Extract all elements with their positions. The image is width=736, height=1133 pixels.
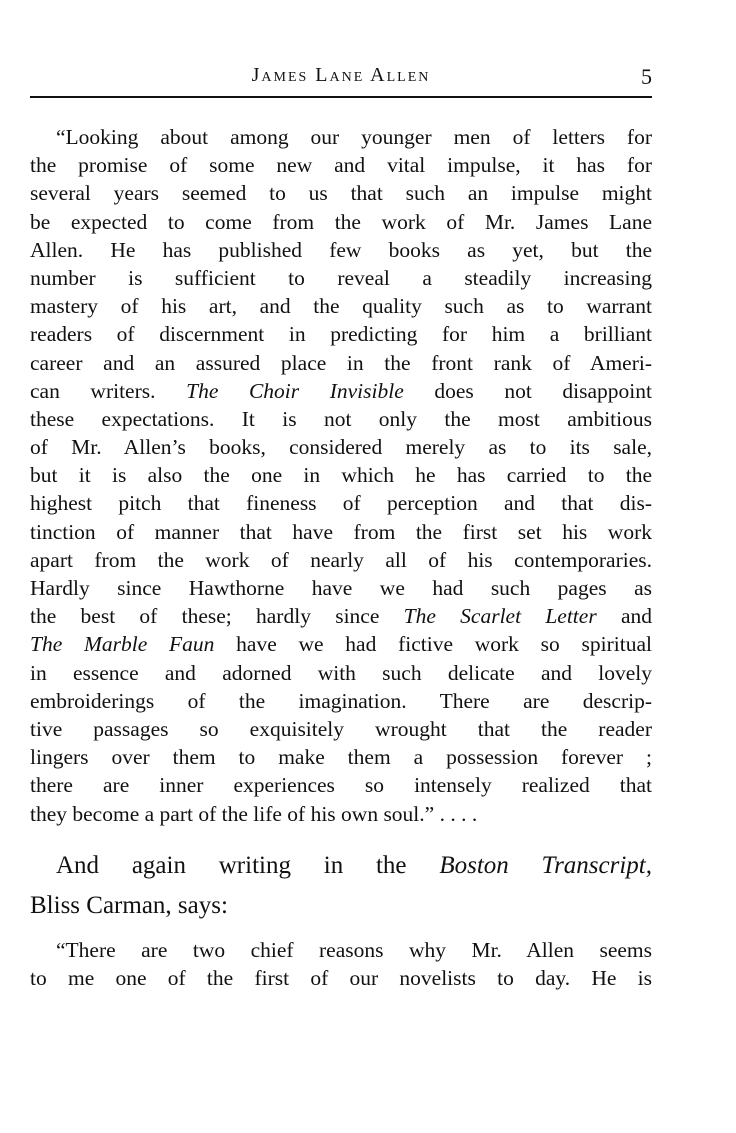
text-line: “Looking about among our younger men of letters for <box>56 125 652 149</box>
text-line: be expected to come from the work of Mr. James Lane <box>30 209 652 234</box>
text-line: of Mr. Allen’s books, considered merely as to its sale, <box>30 435 652 460</box>
text-line: tive passages so exquisitely wrought that the reader <box>30 716 652 741</box>
header-rule <box>30 96 652 98</box>
text-line: Bliss Carman, says: <box>30 891 228 919</box>
text-line <box>30 602 652 630</box>
text-line: these expectations. It is not only the most ambitious <box>30 406 652 431</box>
book-title-scarlet-letter: The Scarlet Letter <box>403 604 597 629</box>
text-line: readers of discernment in predicting for him a brilliant <box>30 322 652 347</box>
text-line: several years seemed to us that such an impulse might <box>30 181 652 206</box>
text-line: the promise of some new and vital impulse, it has for <box>30 153 652 178</box>
running-title: James Lane Allen <box>251 64 431 86</box>
text-fragment: have we had fictive work so spiritual <box>214 632 652 657</box>
text-line: tinction of manner that have from the first set his work <box>30 519 652 544</box>
paragraph-spacer <box>30 828 652 846</box>
quote-paragraph-carman <box>30 936 652 992</box>
publication-title-boston-transcript: Boston Transcript, <box>439 851 652 879</box>
text-line: to me one of the first of our novelists to day. He is <box>30 965 652 990</box>
text-line <box>30 377 652 405</box>
text-line: in essence and adorned with such delicate and lovely <box>30 660 652 685</box>
text-line: number is sufficient to reveal a steadily increasing <box>30 265 652 290</box>
text-fragment: can writers. <box>30 378 187 403</box>
text-line: highest pitch that fineness of perception and that dis- <box>30 491 652 516</box>
text-line: mastery of his art, and the quality such as to warrant <box>30 294 652 319</box>
text-fragment: And again writing in the <box>56 851 440 879</box>
paragraph-spacer <box>30 926 652 936</box>
text-line: Hardly since Hawthorne have we had such pages as <box>30 576 652 600</box>
text-fragment: and <box>596 604 653 629</box>
quote-paragraph-choir-invisible <box>30 123 652 828</box>
text-line: apart from the work of nearly all of his contemporaries. <box>30 547 652 572</box>
body-text <box>30 123 652 992</box>
text-line: lingers over them to make them a possession forever ; <box>30 745 652 770</box>
page-number: 5 <box>641 64 652 89</box>
text-line <box>30 846 652 886</box>
text-fragment: the best of these; hardly since <box>30 604 404 629</box>
text-line <box>30 630 652 658</box>
text-line: embroiderings of the imagination. There are descrip- <box>30 688 652 713</box>
narration-paragraph <box>30 846 652 926</box>
text-line: “There are two chief reasons why Mr. Allen seems <box>56 937 652 962</box>
text-line: there are inner experiences so intensely realized that <box>30 773 652 798</box>
text-fragment: does not disappoint <box>403 378 653 403</box>
running-head <box>30 60 652 94</box>
text-line: but it is also the one in which he has carried to the <box>30 463 652 488</box>
book-title-marble-faun: The Marble Faun <box>30 632 215 657</box>
text-line: they become a part of the life of his own soul.” . . . . <box>30 801 478 826</box>
text-line: Allen. He has published few books as yet, but the <box>30 237 652 262</box>
text-line: career and an assured place in the front rank of Ameri- <box>30 350 652 375</box>
book-title-choir-invisible: The Choir Invisible <box>186 378 404 403</box>
